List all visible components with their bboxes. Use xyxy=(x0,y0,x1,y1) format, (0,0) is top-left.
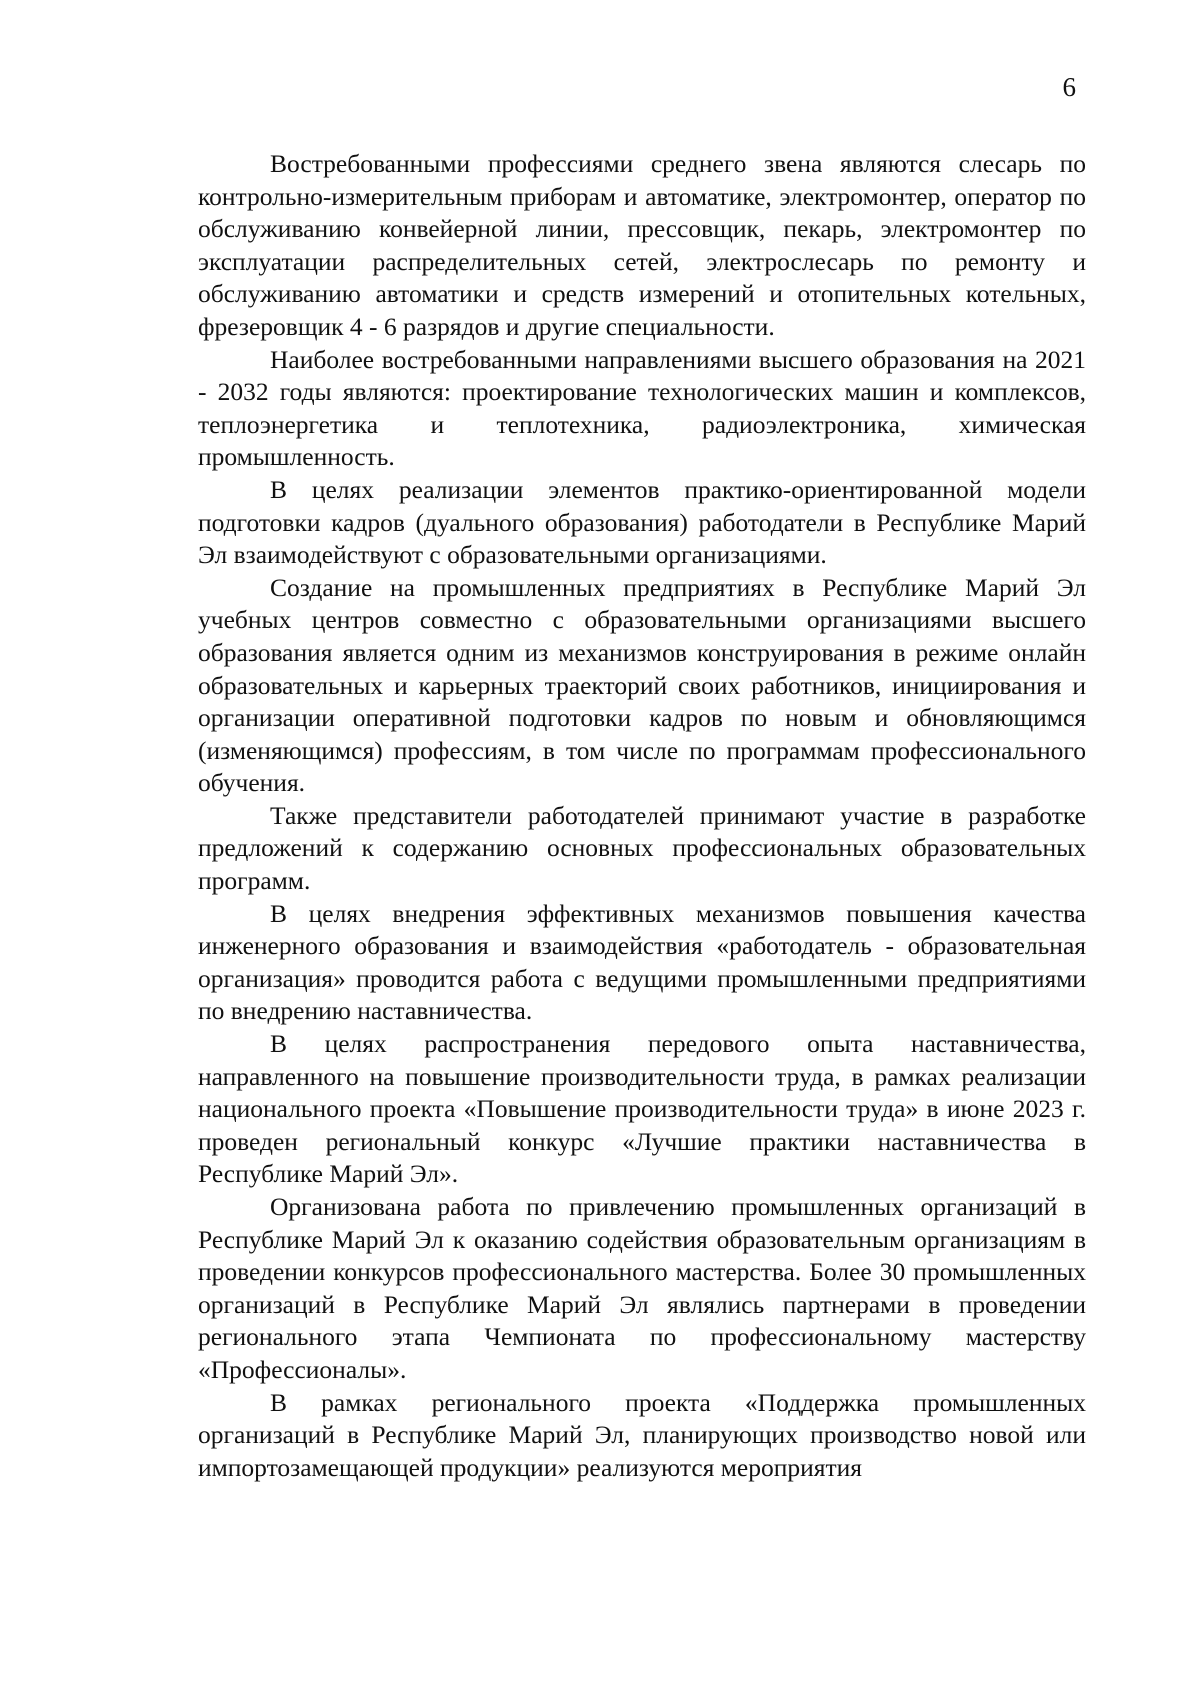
page-number: 6 xyxy=(1062,72,1076,102)
paragraph-professional-skills-contests: Организована работа по привлечению промышленных организаций в Республике Марий Эл к оказанию содействия образовательным организациям в проведении конкурсов профессионального мастерства. Более 30 промышленных организаций в Республике Марий Эл являлись партнерами в проведении регионального этапа Чемпионата по профессиональному мастерству «Профессионалы». xyxy=(198,1192,1086,1384)
paragraph-employer-representatives: Также представители работодателей принимают участие в разработке предложений к содержанию основных профессиональных образовательных программ. xyxy=(198,800,1086,896)
document-body xyxy=(198,148,1086,1484)
paragraph-training-centers: Создание на промышленных предприятиях в Республике Марий Эл учебных центров совместно с образовательными организациями высшего образования является одним из механизмов конструирования в режиме онлайн образовательных и карьерных траекторий своих работников, инициирования и организации оперативной подготовки кадров по новым и обновляющимся (изменяющимся) профессиям, в том числе по программам профессионального обучения. xyxy=(198,572,1086,798)
paragraph-mentoring-implementation: В целях внедрения эффективных механизмов повышения качества инженерного образования и взаимодействия «работодатель - образовательная организация» проводится работа с ведущими промышленными предприятиями по внедрению наставничества. xyxy=(198,898,1086,1026)
paragraph-dual-education: В целях реализации элементов практико-ориентированной модели подготовки кадров (дуального образования) работодатели в Республике Марий Эл взаимодействуют с образовательными организациями. xyxy=(198,474,1086,570)
paragraph-higher-education-directions: Наиболее востребованными направлениями высшего образования на 2021 - 2032 годы являются: проектирование технологических машин и комплексов, теплоэнергетика и теплотехника, радиоэлектроника, химическая промышленность. xyxy=(198,344,1086,472)
paragraph-regional-project: В рамках регионального проекта «Поддержка промышленных организаций в Республике Марий Эл, планирующих производство новой или импортозамещающей продукции» реализуются мероприятия xyxy=(198,1387,1086,1482)
paragraph-mentoring-contest: В целях распространения передового опыта наставничества, направленного на повышение производительности труда, в рамках реализации национального проекта «Повышение производительности труда» в июне 2023 г. проведен региональный конкурс «Лучшие практики наставничества в Республике Марий Эл». xyxy=(198,1029,1086,1189)
paragraph-in-demand-professions: Востребованными профессиями среднего звена являются слесарь по контрольно-измерительным приборам и автоматике, электромонтер, оператор по обслуживанию конвейерной линии, прессовщик, пекарь, электромонтер по эксплуатации распределительных сетей, электрослесарь по ремонту и обслуживанию автоматики и средств измерений и отопительных котельных, фрезеровщик 4 - 6 разрядов и другие специальности. xyxy=(198,149,1086,341)
